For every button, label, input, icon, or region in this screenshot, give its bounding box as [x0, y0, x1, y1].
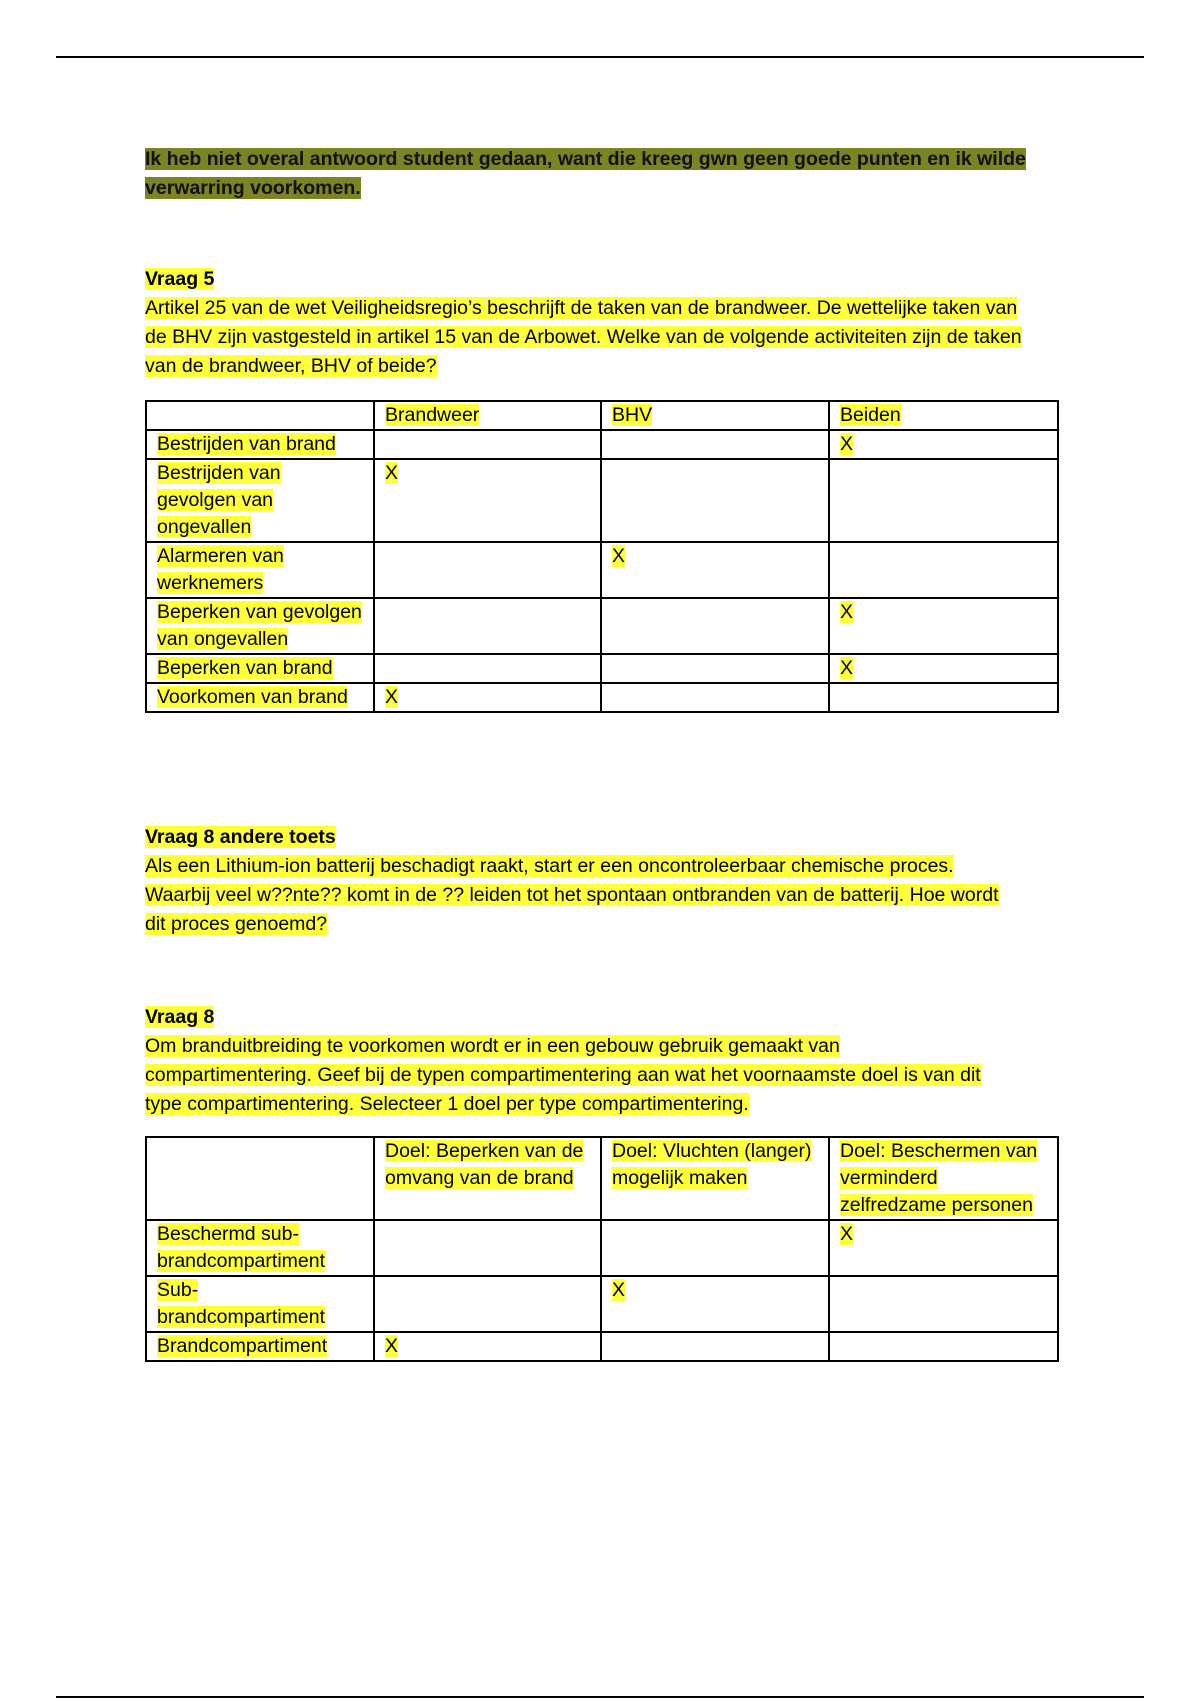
- question-8-line-1: Om branduitbreiding te voorkomen wordt er in een gebouw gebruik gemaakt van: [145, 1035, 840, 1057]
- answer-cell: [829, 683, 1058, 712]
- header-cell-doel-beschermen: Doel: Beschermen van verminderd zelfredzame personen: [829, 1137, 1058, 1220]
- row-label: Brandcompartiment: [146, 1332, 374, 1361]
- question-5: [145, 265, 1057, 381]
- answer-cell: X: [829, 654, 1058, 683]
- answer-cell: [829, 1332, 1058, 1361]
- answer-cell: X: [601, 1276, 829, 1332]
- table-row: [146, 654, 1058, 683]
- answer-cell: [601, 1220, 829, 1276]
- question-5-table: [145, 400, 1059, 713]
- question-8-other-test-title: Vraag 8 andere toets: [145, 826, 336, 848]
- answer-cell: [829, 459, 1058, 542]
- answer-cell: [601, 430, 829, 459]
- question-8-other-test-line-1: Als een Lithium-ion batterij beschadigt raakt, start er een oncontroleerbaar chemische proces.: [145, 855, 954, 877]
- table-row: [146, 430, 1058, 459]
- answer-cell: [829, 1276, 1058, 1332]
- answer-cell: [601, 598, 829, 654]
- answer-cell: [374, 430, 601, 459]
- table-row: [146, 459, 1058, 542]
- answer-cell: [374, 598, 601, 654]
- question-8-other-test: [145, 823, 1057, 939]
- answer-cell: [601, 459, 829, 542]
- row-label: Alarmeren van werknemers: [146, 542, 374, 598]
- row-label: Beschermd sub-brandcompartiment: [146, 1220, 374, 1276]
- row-label: Beperken van gevolgen van ongevallen: [146, 598, 374, 654]
- header-cell-empty: [146, 401, 374, 430]
- answer-cell: X: [374, 683, 601, 712]
- footer-rule: [56, 1696, 1144, 1698]
- row-label: Beperken van brand: [146, 654, 374, 683]
- table-row: [146, 1276, 1058, 1332]
- question-8-line-3: type compartimentering. Selecteer 1 doel per type compartimentering.: [145, 1093, 749, 1115]
- question-8-other-test-line-3: dit proces genoemd?: [145, 913, 328, 935]
- table-row: [146, 598, 1058, 654]
- question-8-line-2: compartimentering. Geef bij de typen compartimentering aan wat het voornaamste doel is van dit: [145, 1064, 981, 1086]
- answer-cell: [374, 1220, 601, 1276]
- row-label: Sub-brandcompartiment: [146, 1276, 374, 1332]
- question-5-title: Vraag 5: [145, 268, 215, 290]
- table-row: [146, 683, 1058, 712]
- question-5-line-1: Artikel 25 van de wet Veiligheidsregio’s beschrijft de taken van de brandweer. De wettelijke taken van: [145, 297, 1018, 319]
- row-label: Bestrijden van brand: [146, 430, 374, 459]
- header-cell-doel-vluchten: Doel: Vluchten (langer) mogelijk maken: [601, 1137, 829, 1220]
- header-cell-bhv: BHV: [601, 401, 829, 430]
- header-cell-beiden: Beiden: [829, 401, 1058, 430]
- header-rule: [56, 56, 1144, 58]
- question-8-other-test-line-2: Waarbij veel w??nte?? komt in de ?? leiden tot het spontaan ontbranden van de batterij. Hoe wordt: [145, 884, 999, 906]
- question-5-line-3: van de brandweer, BHV of beide?: [145, 355, 437, 377]
- answer-cell: X: [829, 1220, 1058, 1276]
- answer-cell: X: [601, 542, 829, 598]
- author-note: [145, 145, 1057, 203]
- answer-cell: [374, 1276, 601, 1332]
- author-note-line-2: verwarring voorkomen.: [145, 177, 361, 199]
- answer-cell: X: [374, 459, 601, 542]
- question-8-title: Vraag 8: [145, 1006, 215, 1028]
- answer-cell: [601, 654, 829, 683]
- answer-cell: X: [829, 430, 1058, 459]
- row-label: Voorkomen van brand: [146, 683, 374, 712]
- header-cell-empty: [146, 1137, 374, 1220]
- table-row: [146, 1332, 1058, 1361]
- author-note-line-1: Ik heb niet overal antwoord student gedaan, want die kreeg gwn geen goede punten en ik wilde: [145, 148, 1026, 170]
- table-row: [146, 542, 1058, 598]
- answer-cell: [601, 683, 829, 712]
- answer-cell: [601, 1332, 829, 1361]
- header-cell-brandweer: Brandweer: [374, 401, 601, 430]
- row-label: Bestrijden van gevolgen van ongevallen: [146, 459, 374, 542]
- table-header-row: [146, 1137, 1058, 1220]
- table-header-row: [146, 401, 1058, 430]
- question-8-table: [145, 1136, 1059, 1362]
- answer-cell: [374, 654, 601, 683]
- answer-cell: [374, 542, 601, 598]
- answer-cell: X: [374, 1332, 601, 1361]
- question-5-line-2: de BHV zijn vastgesteld in artikel 15 van de Arbowet. Welke van de volgende activiteiten zijn de taken: [145, 326, 1022, 348]
- answer-cell: X: [829, 598, 1058, 654]
- table-row: [146, 1220, 1058, 1276]
- answer-cell: [829, 542, 1058, 598]
- header-cell-doel-beperken: Doel: Beperken van de omvang van de brand: [374, 1137, 601, 1220]
- question-8: [145, 1003, 1057, 1119]
